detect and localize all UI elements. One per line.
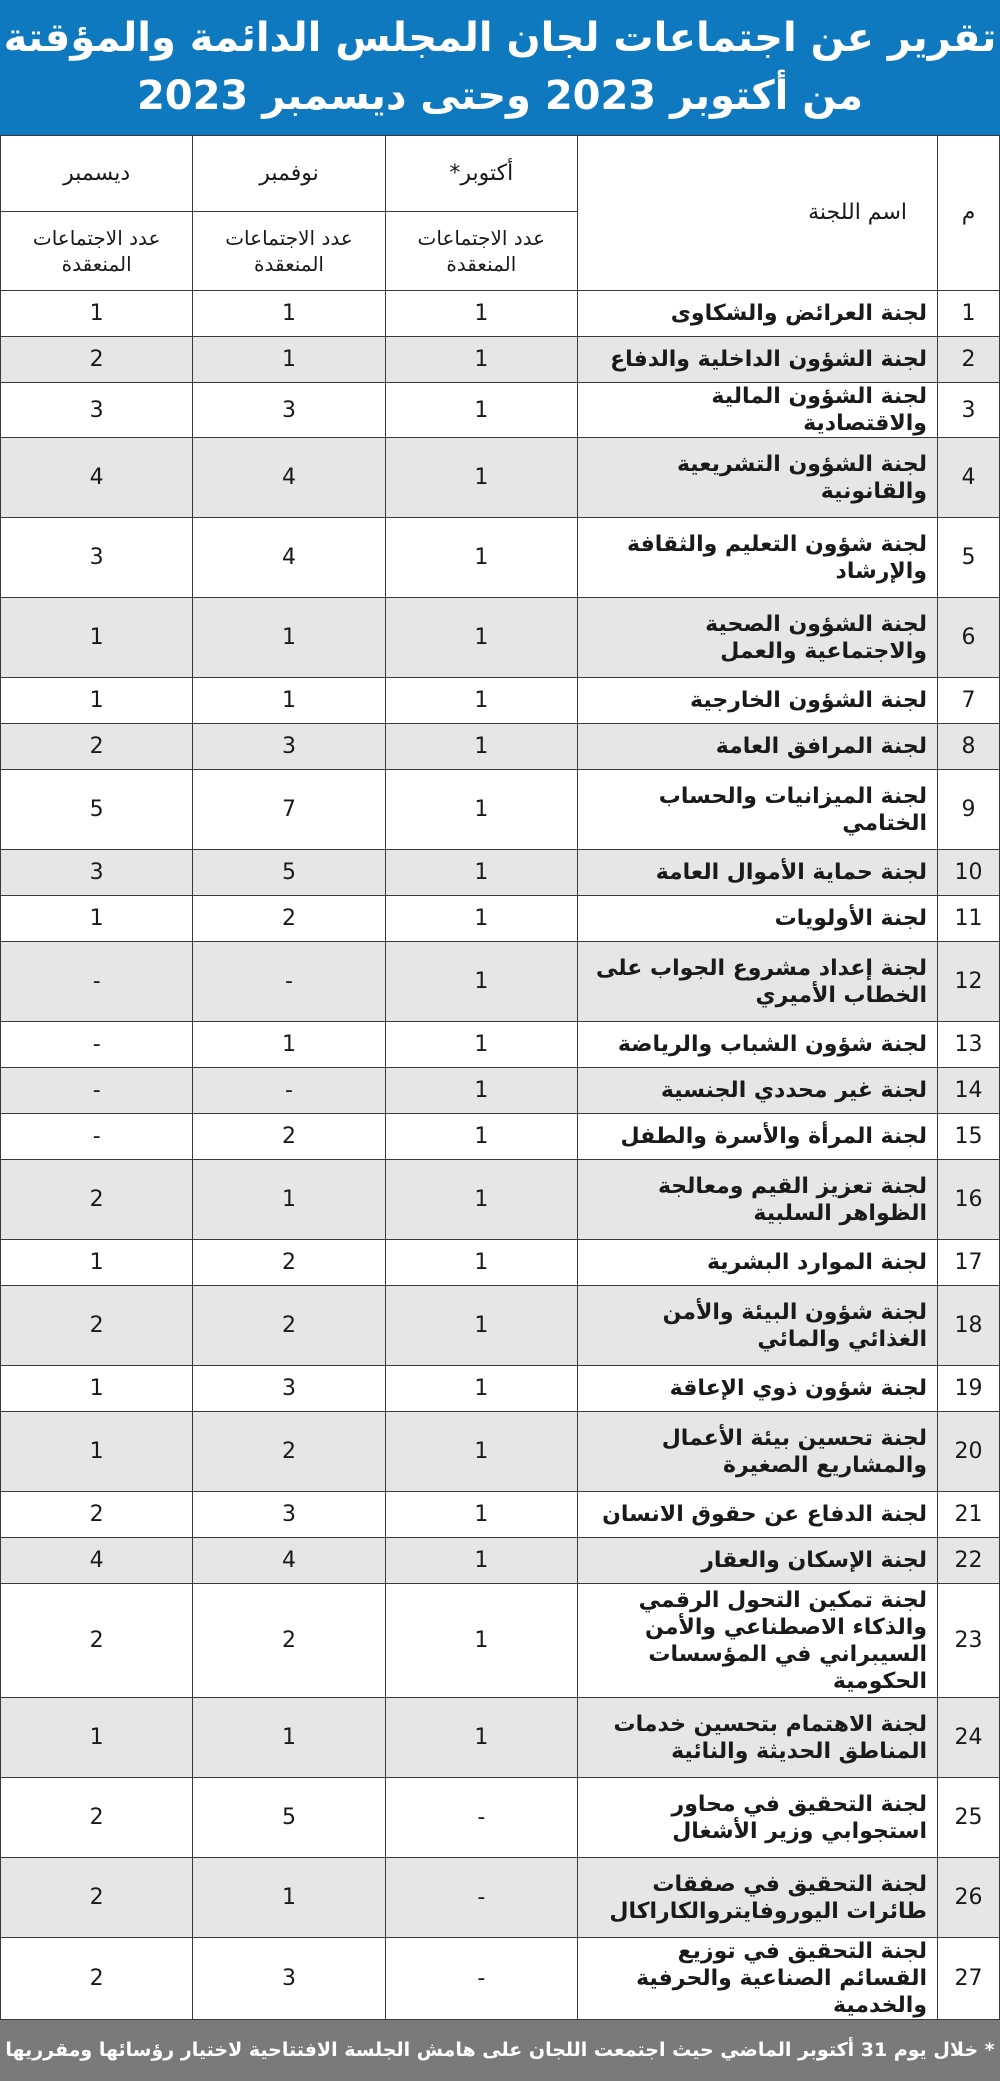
table-row — [1, 383, 1000, 438]
november-count: 2 — [193, 1286, 385, 1366]
october-count: 1 — [385, 1412, 577, 1492]
table-row — [1, 1286, 1000, 1366]
november-count: 1 — [193, 1022, 385, 1068]
header-num: م — [938, 136, 1000, 291]
december-count: 1 — [1, 896, 193, 942]
committee-meetings-table — [0, 135, 1000, 2020]
october-count: 1 — [385, 724, 577, 770]
october-count: - — [385, 1858, 577, 1938]
november-count: - — [193, 942, 385, 1022]
row-number: 14 — [938, 1068, 1000, 1114]
committee-name: لجنة التحقيق في محاور استجوابي وزير الأشغال — [578, 1778, 938, 1858]
header-committee-name: اسم اللجنة — [578, 136, 938, 291]
committee-name: لجنة شؤون ذوي الإعاقة — [578, 1366, 938, 1412]
committee-name: لجنة تعزيز القيم ومعالجة الظواهر السلبية — [578, 1160, 938, 1240]
row-number: 5 — [938, 518, 1000, 598]
committee-name: لجنة شؤون البيئة والأمن الغذائي والمائي — [578, 1286, 938, 1366]
committee-name: لجنة شؤون التعليم والثقافة والإرشاد — [578, 518, 938, 598]
header-sub-november: عدد الاجتماعات المنعقدة — [193, 212, 385, 291]
row-number: 22 — [938, 1538, 1000, 1584]
table-row — [1, 896, 1000, 942]
november-count: 1 — [193, 678, 385, 724]
october-count: 1 — [385, 1160, 577, 1240]
header-december: ديسمبر — [1, 136, 193, 212]
october-count: 1 — [385, 518, 577, 598]
november-count: 2 — [193, 1412, 385, 1492]
row-number: 24 — [938, 1698, 1000, 1778]
table-row — [1, 942, 1000, 1022]
table-row — [1, 1068, 1000, 1114]
october-count: 1 — [385, 1366, 577, 1412]
december-count: 1 — [1, 598, 193, 678]
committee-name: لجنة الإسكان والعقار — [578, 1538, 938, 1584]
december-count: 3 — [1, 850, 193, 896]
table-row — [1, 1412, 1000, 1492]
december-count: 3 — [1, 383, 193, 438]
row-number: 17 — [938, 1240, 1000, 1286]
report-title-banner — [0, 0, 1000, 135]
october-count: 1 — [385, 598, 577, 678]
table-row — [1, 438, 1000, 518]
november-count: 3 — [193, 383, 385, 438]
november-count: 4 — [193, 1538, 385, 1584]
row-number: 2 — [938, 337, 1000, 383]
table-row — [1, 1858, 1000, 1938]
october-count: 1 — [385, 1286, 577, 1366]
november-count: 1 — [193, 1698, 385, 1778]
december-count: 2 — [1, 1584, 193, 1698]
october-count: 1 — [385, 337, 577, 383]
december-count: 1 — [1, 1240, 193, 1286]
december-count: 4 — [1, 438, 193, 518]
table-row — [1, 1778, 1000, 1858]
table-row — [1, 1492, 1000, 1538]
december-count: - — [1, 942, 193, 1022]
table-row — [1, 1114, 1000, 1160]
november-count: 2 — [193, 1584, 385, 1698]
row-number: 21 — [938, 1492, 1000, 1538]
table-row — [1, 291, 1000, 337]
table-row — [1, 1366, 1000, 1412]
table-body — [1, 291, 1000, 2020]
row-number: 19 — [938, 1366, 1000, 1412]
committee-name: لجنة الدفاع عن حقوق الانسان — [578, 1492, 938, 1538]
december-count: - — [1, 1114, 193, 1160]
december-count: 3 — [1, 518, 193, 598]
row-number: 16 — [938, 1160, 1000, 1240]
october-count: 1 — [385, 1492, 577, 1538]
december-count: 2 — [1, 1492, 193, 1538]
row-number: 1 — [938, 291, 1000, 337]
november-count: 7 — [193, 770, 385, 850]
committee-name: لجنة شؤون الشباب والرياضة — [578, 1022, 938, 1068]
december-count: 2 — [1, 1858, 193, 1938]
december-count: 1 — [1, 678, 193, 724]
table-row — [1, 518, 1000, 598]
table-row — [1, 678, 1000, 724]
november-count: 1 — [193, 1160, 385, 1240]
committee-name: لجنة التحقيق في توزيع القسائم الصناعية والحرفية والخدمية — [578, 1938, 938, 2020]
header-sub-october: عدد الاجتماعات المنعقدة — [385, 212, 577, 291]
october-count: - — [385, 1938, 577, 2020]
october-count: 1 — [385, 1538, 577, 1584]
committee-name: لجنة الشؤون الصحية والاجتماعية والعمل — [578, 598, 938, 678]
november-count: 1 — [193, 598, 385, 678]
november-count: 5 — [193, 850, 385, 896]
table-row — [1, 337, 1000, 383]
row-number: 12 — [938, 942, 1000, 1022]
committee-name: لجنة الميزانيات والحساب الختامي — [578, 770, 938, 850]
october-count: 1 — [385, 291, 577, 337]
november-count: 2 — [193, 1240, 385, 1286]
december-count: 5 — [1, 770, 193, 850]
december-count: 2 — [1, 724, 193, 770]
december-count: 4 — [1, 1538, 193, 1584]
november-count: 1 — [193, 1858, 385, 1938]
october-count: 1 — [385, 942, 577, 1022]
december-count: 1 — [1, 1698, 193, 1778]
december-count: - — [1, 1068, 193, 1114]
december-count: 2 — [1, 337, 193, 383]
table-row — [1, 850, 1000, 896]
committee-name: لجنة الأولويات — [578, 896, 938, 942]
october-count: 1 — [385, 1584, 577, 1698]
row-number: 4 — [938, 438, 1000, 518]
committee-name: لجنة الشؤون المالية والاقتصادية — [578, 383, 938, 438]
table-row — [1, 1240, 1000, 1286]
committee-name: لجنة الشؤون التشريعية والقانونية — [578, 438, 938, 518]
november-count: 5 — [193, 1778, 385, 1858]
row-number: 10 — [938, 850, 1000, 896]
november-count: 3 — [193, 724, 385, 770]
title-line-2: من أكتوبر 2023 وحتى ديسمبر 2023 — [136, 73, 864, 119]
december-count: 2 — [1, 1938, 193, 2020]
header-october: أكتوبر* — [385, 136, 577, 212]
october-count: - — [385, 1778, 577, 1858]
header-november: نوفمبر — [193, 136, 385, 212]
november-count: 2 — [193, 896, 385, 942]
committee-name: لجنة المرأة والأسرة والطفل — [578, 1114, 938, 1160]
row-number: 11 — [938, 896, 1000, 942]
november-count: - — [193, 1068, 385, 1114]
row-number: 3 — [938, 383, 1000, 438]
committee-name: لجنة العرائض والشكاوى — [578, 291, 938, 337]
november-count: 3 — [193, 1366, 385, 1412]
committee-name: لجنة تحسين بيئة الأعمال والمشاريع الصغيرة — [578, 1412, 938, 1492]
committee-name: لجنة غير محددي الجنسية — [578, 1068, 938, 1114]
committee-name: لجنة الشؤون الخارجية — [578, 678, 938, 724]
october-count: 1 — [385, 850, 577, 896]
committee-name: لجنة الموارد البشرية — [578, 1240, 938, 1286]
october-count: 1 — [385, 1240, 577, 1286]
december-count: 1 — [1, 1412, 193, 1492]
december-count: 2 — [1, 1778, 193, 1858]
october-count: 1 — [385, 1022, 577, 1068]
table-row — [1, 1938, 1000, 2020]
committee-name: لجنة حماية الأموال العامة — [578, 850, 938, 896]
table-row — [1, 598, 1000, 678]
committee-name: لجنة إعداد مشروع الجواب على الخطاب الأميري — [578, 942, 938, 1022]
committee-name: لجنة تمكين التحول الرقمي والذكاء الاصطناعي والأمن السيبراني في المؤسسات الحكومية — [578, 1584, 938, 1698]
table-row — [1, 1160, 1000, 1240]
committee-name: لجنة التحقيق في صفقات طائرات اليوروفايتروالكاراكال — [578, 1858, 938, 1938]
october-count: 1 — [385, 896, 577, 942]
committee-name: لجنة الاهتمام بتحسين خدمات المناطق الحديثة والنائية — [578, 1698, 938, 1778]
december-count: 2 — [1, 1160, 193, 1240]
november-count: 4 — [193, 518, 385, 598]
row-number: 15 — [938, 1114, 1000, 1160]
table-row — [1, 724, 1000, 770]
october-count: 1 — [385, 770, 577, 850]
table-row — [1, 1698, 1000, 1778]
november-count: 3 — [193, 1492, 385, 1538]
table-row — [1, 1584, 1000, 1698]
row-number: 20 — [938, 1412, 1000, 1492]
december-count: 1 — [1, 291, 193, 337]
october-count: 1 — [385, 1068, 577, 1114]
november-count: 3 — [193, 1938, 385, 2020]
table-row — [1, 1538, 1000, 1584]
december-count: 2 — [1, 1286, 193, 1366]
footnote: * خلال يوم 31 أكتوبر الماضي حيث اجتمعت اللجان على هامش الجلسة الافتتاحية لاختيار رؤسائها ومقرريها — [0, 2020, 1000, 2081]
october-count: 1 — [385, 678, 577, 724]
header-sub-december: عدد الاجتماعات المنعقدة — [1, 212, 193, 291]
row-number: 23 — [938, 1584, 1000, 1698]
row-number: 13 — [938, 1022, 1000, 1068]
november-count: 1 — [193, 337, 385, 383]
row-number: 27 — [938, 1938, 1000, 2020]
row-number: 9 — [938, 770, 1000, 850]
row-number: 8 — [938, 724, 1000, 770]
november-count: 4 — [193, 438, 385, 518]
committee-name: لجنة الشؤون الداخلية والدفاع — [578, 337, 938, 383]
row-number: 7 — [938, 678, 1000, 724]
row-number: 26 — [938, 1858, 1000, 1938]
october-count: 1 — [385, 383, 577, 438]
december-count: - — [1, 1022, 193, 1068]
november-count: 1 — [193, 291, 385, 337]
title-line-1: تقرير عن اجتماعات لجان المجلس الدائمة والمؤقتة — [3, 15, 997, 61]
row-number: 25 — [938, 1778, 1000, 1858]
table-row — [1, 770, 1000, 850]
october-count: 1 — [385, 438, 577, 518]
october-count: 1 — [385, 1114, 577, 1160]
table-row — [1, 1022, 1000, 1068]
committee-name: لجنة المرافق العامة — [578, 724, 938, 770]
row-number: 6 — [938, 598, 1000, 678]
december-count: 1 — [1, 1366, 193, 1412]
november-count: 2 — [193, 1114, 385, 1160]
october-count: 1 — [385, 1698, 577, 1778]
row-number: 18 — [938, 1286, 1000, 1366]
